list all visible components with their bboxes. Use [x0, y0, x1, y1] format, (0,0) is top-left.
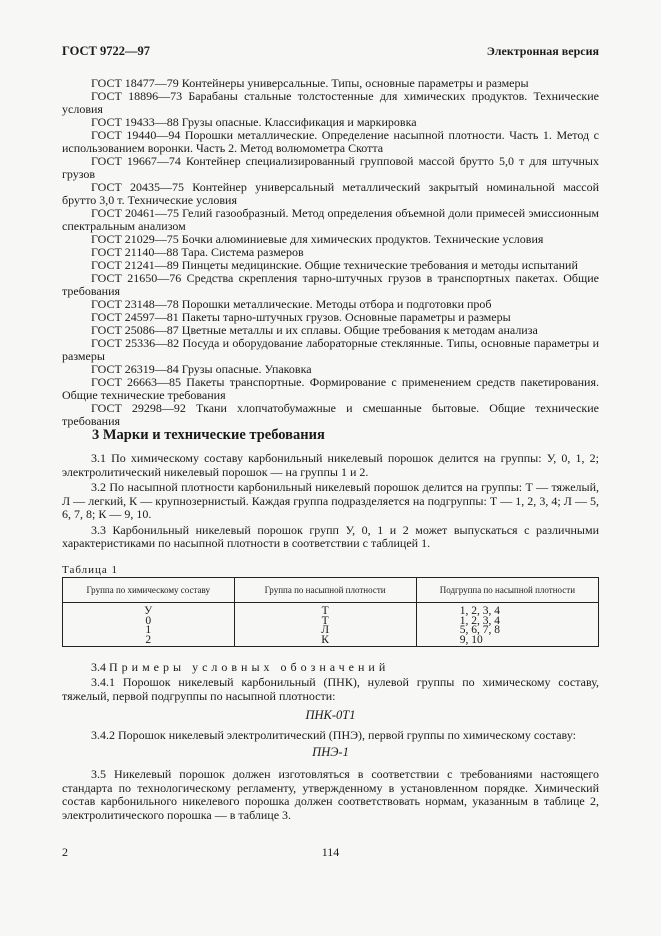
table-cell: 1, 2, 3, 4 — [416, 603, 598, 617]
normative-references-list — [62, 77, 599, 428]
reference-item: ГОСТ 19667—74 Контейнер специализированный групповой массой брутто 5,0 т для штучных грузов — [62, 154, 599, 181]
example-3-4-2 — [62, 729, 599, 745]
examples-number: 3.4 — [91, 660, 106, 674]
table-cell: 9, 10 — [416, 636, 598, 647]
designation-example-2: ПНЭ-1 — [312, 745, 349, 759]
table-cell: Л — [234, 626, 416, 636]
table-cell: К — [234, 636, 416, 647]
paragraph-3-4-2: 3.4.2 Порошок никелевый электролитический (ПНЭ), первой группы по химическому составу: — [91, 728, 576, 742]
table-cell: Т — [234, 603, 416, 617]
example-3-4-1 — [62, 676, 599, 705]
paragraph-3-2: 3.2 По насыпной плотности карбонильный никелевый порошок делится на группы: Т — тяжелый, Л — легкий, К — крупнозернистый. Каждая группа подразделяется на подгруппы: Т — 1, 2, 3, 4; Л — 5, 6, 7, 8; К — 9, 10. — [62, 480, 599, 521]
reference-item: ГОСТ 20461—75 Гелий газообразный. Метод определения объемной доли примесей эмиссионным спектральным анализом — [62, 206, 599, 233]
section-heading: 3 Марки и технические требования — [92, 427, 325, 443]
reference-item: ГОСТ 29298—92 Ткани хлопчатобумажные и смешанные бытовые. Общие технические требования — [62, 401, 599, 428]
reference-item: ГОСТ 21241—89 Пинцеты медицинские. Общие технические требования и методы испытаний — [91, 258, 578, 272]
section-3-5 — [62, 768, 599, 824]
table-cell: 5, 6, 7, 8 — [416, 626, 598, 636]
reference-item: ГОСТ 21029—75 Бочки алюминиевые для химических продуктов. Технические условия — [91, 232, 544, 246]
table-row — [63, 626, 599, 636]
reference-item: ГОСТ 19440—94 Порошки металлические. Определение насыпной плотности. Часть 1. Метод с использованием воронки. Часть 2. Метод волюмометра Скотта — [62, 128, 599, 155]
section-3-body — [62, 452, 599, 553]
reference-item: ГОСТ 20435—75 Контейнер универсальный металлический закрытый номинальной массой брутто 3,0 т. Технические условия — [62, 180, 599, 207]
reference-item: ГОСТ 18477—79 Контейнеры универсальные. Типы, основные параметры и размеры — [91, 76, 529, 90]
table-row — [63, 603, 599, 617]
reference-item: ГОСТ 23148—78 Порошки металлические. Методы отбора и подготовки проб — [91, 297, 492, 311]
reference-item: ГОСТ 21650—76 Средства скрепления тарно-штучных грузов в транспортных пакетах. Общие требования — [62, 271, 599, 298]
footer-page-number: 114 — [321, 845, 340, 859]
reference-item: ГОСТ 24597—81 Пакеты тарно-штучных грузов. Основные параметры и размеры — [91, 310, 511, 324]
table-header-cell: Группа по химическому составу — [63, 578, 235, 603]
table-cell: 1 — [63, 626, 235, 636]
examples-title-text: Примеры условных обозначений — [109, 660, 390, 674]
designation-example-1: ПНК-0Т1 — [305, 708, 356, 722]
standard-number: ГОСТ 9722—97 — [62, 44, 151, 58]
table-cell: Т — [234, 617, 416, 627]
table-row — [63, 617, 599, 627]
table-header-row — [63, 578, 599, 603]
table-header-cell: Группа по насыпной плотности — [234, 578, 416, 603]
page-header — [62, 44, 599, 62]
table-row — [63, 636, 599, 647]
paragraph-3-4-1: 3.4.1 Порошок никелевый карбонильный (ПНК), нулевой группы по химическому составу, тяжелый, первой подгруппы по насыпной плотности: — [62, 675, 599, 703]
table-caption: Таблица 1 — [62, 564, 119, 576]
table-cell: У — [63, 603, 235, 617]
paragraph-3-3: 3.3 Карбонильный никелевый порошок групп У, 0, 1 и 2 может выпускаться с различными характеристиками по насыпной плотности в соответствии с таблицей 1. — [62, 522, 599, 550]
table-header-cell: Подгруппа по насыпной плотности — [416, 578, 598, 603]
table-1 — [62, 577, 599, 647]
paragraph-3-1: 3.1 По химическому составу карбонильный никелевый порошок делится на группы: У, 0, 1, 2; электролитический никелевый порошок — на группы 1 и 2. — [62, 451, 599, 479]
footer-sheet-number: 2 — [62, 845, 68, 859]
table-cell: 2 — [63, 636, 235, 647]
reference-item: ГОСТ 18896—73 Барабаны стальные толстостенные для химических продуктов. Технические условия — [62, 89, 599, 116]
table-cell: 1, 2, 3, 4 — [416, 617, 598, 627]
reference-item: ГОСТ 21140—88 Тара. Система размеров — [91, 245, 304, 259]
reference-item: ГОСТ 25086—87 Цветные металлы и их сплавы. Общие требования к методам анализа — [91, 323, 538, 337]
reference-item: ГОСТ 26663—85 Пакеты транспортные. Формирование с применением средств пакетирования. Общие технические требования — [62, 375, 599, 402]
reference-item: ГОСТ 26319—84 Грузы опасные. Упаковка — [91, 362, 312, 376]
table-cell: 0 — [63, 617, 235, 627]
reference-item: ГОСТ 25336—82 Посуда и оборудование лабораторные стеклянные. Типы, основные параметры и размеры — [62, 336, 599, 363]
version-label: Электронная версия — [486, 44, 599, 58]
reference-item: ГОСТ 19433—88 Грузы опасные. Классификация и маркировка — [91, 115, 417, 129]
paragraph-3-5: 3.5 Никелевый порошок должен изготовляться в соответствии с требованиями настоящего стандарта по технологическому регламенту, утвержденному в установленном порядке. Химический состав карбонильного никелевого порошка должен соответствовать нормам, указанным в таблице 2, электролитического порошка — в таблице 3. — [62, 767, 599, 822]
examples-heading — [91, 660, 389, 675]
